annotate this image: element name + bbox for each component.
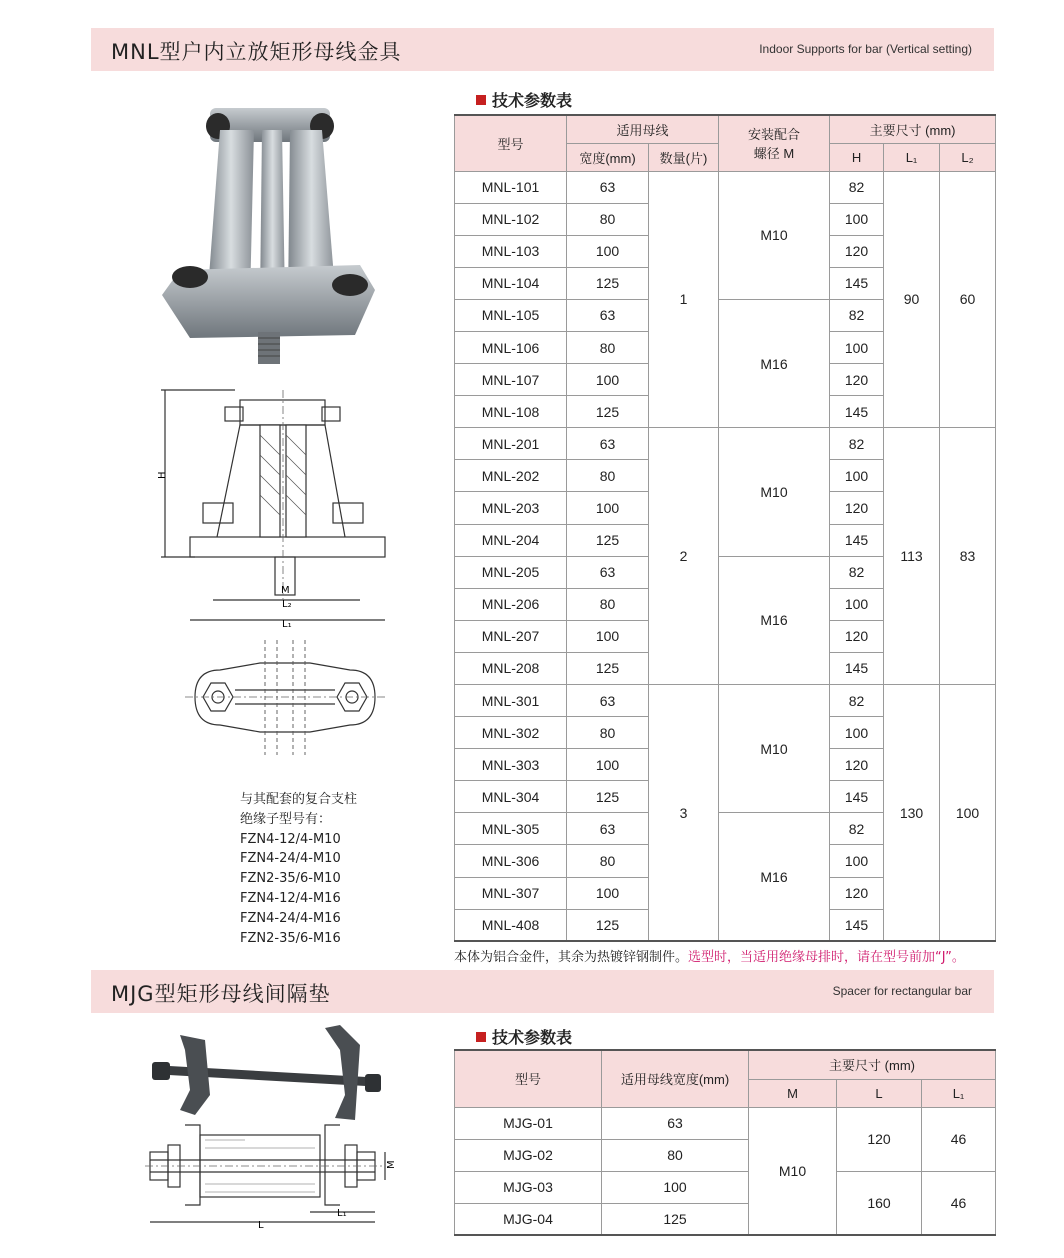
h-cell: 145 <box>830 524 884 556</box>
header-bolt: 安装配合 螺径 M <box>719 115 830 171</box>
mjg-width-cell: 125 <box>602 1203 749 1235</box>
h-cell: 145 <box>830 652 884 684</box>
width-cell: 80 <box>567 588 649 620</box>
mjg-m-cell: M10 <box>749 1107 837 1235</box>
h-cell: 145 <box>830 909 884 941</box>
header-h: H <box>830 143 884 171</box>
width-cell: 80 <box>567 203 649 235</box>
h-cell: 100 <box>830 460 884 492</box>
width-cell: 100 <box>567 877 649 909</box>
width-cell: 80 <box>567 717 649 749</box>
header-model: 型号 <box>455 115 567 171</box>
mnl-product-photo <box>150 100 390 370</box>
h-cell: 120 <box>830 749 884 781</box>
width-cell: 125 <box>567 781 649 813</box>
h-cell: 120 <box>830 492 884 524</box>
table-row <box>455 428 996 460</box>
width-cell: 63 <box>567 685 649 717</box>
count-cell: 3 <box>649 685 719 942</box>
mjg-header-dims: 主要尺寸 (mm) <box>749 1050 996 1079</box>
h-cell: 100 <box>830 588 884 620</box>
mjg-model-cell: MJG-01 <box>455 1107 602 1139</box>
width-cell: 63 <box>567 299 649 331</box>
width-cell: 63 <box>567 556 649 588</box>
bolt-cell: M10 <box>719 685 830 813</box>
insulator-item: FZN4-12/4-M16 <box>240 890 341 906</box>
width-cell: 100 <box>567 235 649 267</box>
insulator-item: FZN4-12/4-M10 <box>240 831 341 847</box>
mjg-product-photo <box>140 1020 385 1125</box>
l2-cell: 100 <box>940 685 996 942</box>
mjg-model-cell: MJG-03 <box>455 1171 602 1203</box>
width-cell: 63 <box>567 428 649 460</box>
model-cell: MNL-204 <box>455 524 567 556</box>
width-cell: 80 <box>567 845 649 877</box>
bolt-cell: M16 <box>719 813 830 941</box>
insulator-item: FZN2-35/6-M10 <box>240 871 341 887</box>
mjg-header-m: M <box>749 1079 837 1107</box>
model-cell: MNL-203 <box>455 492 567 524</box>
model-cell: MNL-304 <box>455 781 567 813</box>
width-cell: 80 <box>567 460 649 492</box>
model-cell: MNL-202 <box>455 460 567 492</box>
mjg-model-cell: MJG-02 <box>455 1139 602 1171</box>
width-cell: 63 <box>567 171 649 203</box>
h-cell: 120 <box>830 877 884 909</box>
h-cell: 120 <box>830 620 884 652</box>
l2-cell: 83 <box>940 428 996 685</box>
mjg-l-cell: 160 <box>837 1171 922 1235</box>
table-row <box>455 1107 996 1139</box>
model-cell: MNL-108 <box>455 396 567 428</box>
mjg-l1-cell: 46 <box>922 1107 996 1171</box>
model-cell: MNL-303 <box>455 749 567 781</box>
insulator-item: FZN4-24/4-M10 <box>240 851 341 867</box>
model-cell: MNL-307 <box>455 877 567 909</box>
width-cell: 125 <box>567 396 649 428</box>
mjg-drawing <box>145 1120 400 1230</box>
h-cell: 82 <box>830 299 884 331</box>
l1-cell: 130 <box>884 685 940 942</box>
model-cell: MNL-104 <box>455 267 567 299</box>
insulator-intro-1: 与其配套的复合支柱 <box>240 792 358 807</box>
label-l1: L₁ <box>282 619 292 630</box>
mjg-label-m: M <box>386 1160 397 1169</box>
insulator-intro-2: 绝缘子型号有： <box>240 811 332 827</box>
width-cell: 125 <box>567 524 649 556</box>
label-l2: L₂ <box>282 599 292 610</box>
model-cell: MNL-305 <box>455 813 567 845</box>
h-cell: 100 <box>830 203 884 235</box>
mjg-label-l1: L₁ <box>337 1208 347 1219</box>
h-cell: 82 <box>830 556 884 588</box>
h-cell: 82 <box>830 685 884 717</box>
section2-params-heading: 技术参数表 <box>476 1025 572 1048</box>
h-cell: 145 <box>830 781 884 813</box>
header-dims: 主要尺寸 (mm) <box>830 115 996 143</box>
mnl-spec-table <box>454 114 996 942</box>
model-cell: MNL-208 <box>455 652 567 684</box>
header-count: 数量(片) <box>649 143 719 171</box>
l2-cell: 60 <box>940 171 996 428</box>
insulator-item: FZN4-24/4-M16 <box>240 910 341 926</box>
header-busbar: 适用母线 <box>567 115 719 143</box>
section1-params-heading: 技术参数表 <box>476 88 572 111</box>
h-cell: 145 <box>830 267 884 299</box>
model-cell: MNL-205 <box>455 556 567 588</box>
model-cell: MNL-206 <box>455 588 567 620</box>
mjg-label-l: L <box>258 1220 264 1230</box>
h-cell: 100 <box>830 331 884 363</box>
model-cell: MNL-101 <box>455 171 567 203</box>
bolt-cell: M10 <box>719 428 830 556</box>
h-cell: 100 <box>830 717 884 749</box>
h-cell: 82 <box>830 428 884 460</box>
model-cell: MNL-103 <box>455 235 567 267</box>
red-square-icon <box>476 1032 486 1042</box>
section2-banner <box>91 970 994 1013</box>
h-cell: 120 <box>830 235 884 267</box>
mjg-header-l: L <box>837 1079 922 1107</box>
section2-title: MJG型矩形母线间隔垫 <box>111 982 331 1006</box>
table-row <box>455 685 996 717</box>
h-cell: 100 <box>830 845 884 877</box>
width-cell: 100 <box>567 364 649 396</box>
bolt-cell: M10 <box>719 171 830 299</box>
model-cell: MNL-301 <box>455 685 567 717</box>
mjg-header-width: 适用母线宽度(mm) <box>602 1050 749 1107</box>
h-cell: 145 <box>830 396 884 428</box>
header-l2: L₂ <box>940 143 996 171</box>
model-cell: MNL-102 <box>455 203 567 235</box>
mjg-model-cell: MJG-04 <box>455 1203 602 1235</box>
insulator-item: FZN2-35/6-M16 <box>240 930 341 946</box>
h-cell: 82 <box>830 813 884 845</box>
mnl-note: 本体为铝合金件，其余为热镀锌钢制件。选型时，当适用绝缘母排时，请在型号前加“J”。 <box>454 950 965 965</box>
mjg-width-cell: 63 <box>602 1107 749 1139</box>
mjg-width-cell: 100 <box>602 1171 749 1203</box>
section2-subtitle: Spacer for rectangular bar <box>832 984 972 998</box>
model-cell: MNL-107 <box>455 364 567 396</box>
table-row <box>455 171 996 203</box>
width-cell: 100 <box>567 620 649 652</box>
model-cell: MNL-306 <box>455 845 567 877</box>
count-cell: 1 <box>649 171 719 428</box>
model-cell: MNL-302 <box>455 717 567 749</box>
mnl-front-drawing <box>155 385 395 630</box>
mjg-width-cell: 80 <box>602 1139 749 1171</box>
width-cell: 100 <box>567 492 649 524</box>
l1-cell: 90 <box>884 171 940 428</box>
model-cell: MNL-408 <box>455 909 567 941</box>
h-cell: 120 <box>830 364 884 396</box>
mjg-header-model: 型号 <box>455 1050 602 1107</box>
width-cell: 100 <box>567 749 649 781</box>
mjg-l-cell: 120 <box>837 1107 922 1171</box>
mjg-spec-table <box>454 1049 996 1236</box>
mjg-l1-cell: 46 <box>922 1171 996 1235</box>
bolt-cell: M16 <box>719 299 830 427</box>
section1-banner <box>91 28 994 71</box>
model-cell: MNL-106 <box>455 331 567 363</box>
bolt-cell: M16 <box>719 556 830 684</box>
mjg-header-l1: L₁ <box>922 1079 996 1107</box>
red-square-icon <box>476 95 486 105</box>
label-m: M <box>281 585 290 596</box>
width-cell: 80 <box>567 331 649 363</box>
model-cell: MNL-207 <box>455 620 567 652</box>
table-row <box>455 1171 996 1203</box>
h-cell: 82 <box>830 171 884 203</box>
mnl-top-drawing <box>185 635 385 760</box>
model-cell: MNL-105 <box>455 299 567 331</box>
width-cell: 63 <box>567 813 649 845</box>
label-h: H <box>157 471 168 479</box>
count-cell: 2 <box>649 428 719 685</box>
header-l1: L₁ <box>884 143 940 171</box>
width-cell: 125 <box>567 652 649 684</box>
insulator-list <box>240 790 357 948</box>
width-cell: 125 <box>567 909 649 941</box>
section1-subtitle: Indoor Supports for bar (Vertical setting) <box>759 42 972 56</box>
width-cell: 125 <box>567 267 649 299</box>
section1-title: MNL型户内立放矩形母线金具 <box>111 40 402 64</box>
model-cell: MNL-201 <box>455 428 567 460</box>
l1-cell: 113 <box>884 428 940 685</box>
header-width: 宽度(mm) <box>567 143 649 171</box>
